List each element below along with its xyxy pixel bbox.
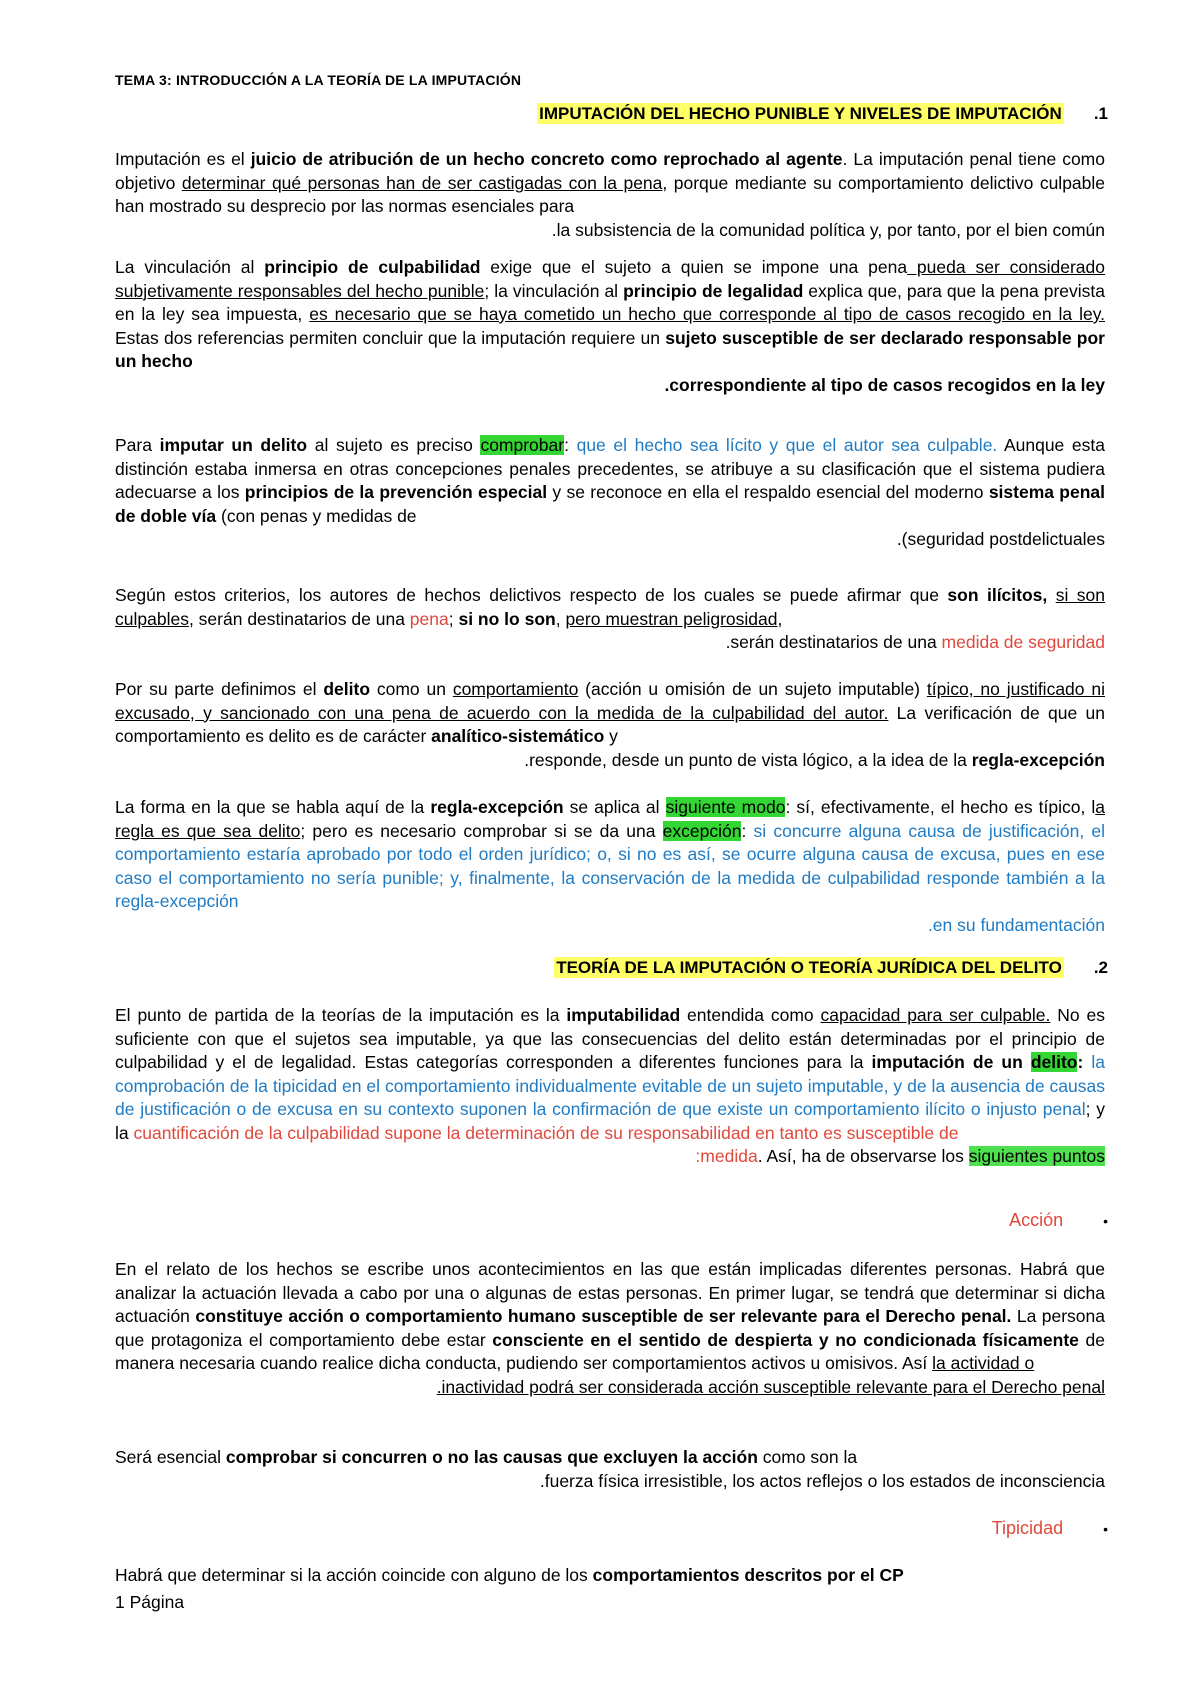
section-2-number: .2 xyxy=(1093,958,1108,977)
blue-text: que el hecho sea lícito y que el autor sea culpable. xyxy=(576,435,998,455)
paragraph-8-body xyxy=(115,1258,1105,1376)
text: Imputación es el xyxy=(115,149,251,169)
red-text: pena xyxy=(409,608,449,629)
text: Habrá que determinar si la acción coincide con alguno de los xyxy=(115,1565,593,1585)
paragraph-4 xyxy=(115,584,1105,655)
paragraph-9 xyxy=(115,1446,1105,1493)
blue-text: si concurre alguna causa de justificación, el comportamiento estaría aprobado por todo el orden jurídico; o, si no es así, se ocurre alguna causa de excusa, pues en ese caso el comportamiento no sería punible; y, finalmente, la conservación de la medida de culpabilidad responde también a la regla-excepción xyxy=(115,820,1105,911)
bullet-icon: • xyxy=(1103,1213,1108,1230)
bold-text: imputar un delito xyxy=(159,435,308,455)
underlined-text: la actividad o xyxy=(932,1353,1035,1373)
text: exige que el sujeto a quien se impone una pena xyxy=(480,257,908,277)
text: El punto de partida de la teorías de la imputación es la xyxy=(115,1005,567,1025)
text: ; la vinculación al xyxy=(484,280,624,301)
bold-text: principio de legalidad xyxy=(623,280,804,301)
bold-text: consciente en el sentido de despierta y no condicionada físicamente xyxy=(492,1329,1079,1350)
text: (con penas y medidas de xyxy=(216,505,417,526)
paragraph-5 xyxy=(115,678,1105,772)
text: La vinculación al xyxy=(115,257,265,277)
paragraph-10-body xyxy=(115,1564,1105,1588)
section-2-title: TEORÍA DE LA IMPUTACIÓN O TEORÍA JURÍDICA DEL DELITO xyxy=(556,958,1062,977)
red-text: :medida xyxy=(695,1146,758,1166)
text: : sí, efectivamente, el hecho es típico, l xyxy=(785,797,1096,817)
bold-text: analítico-sistemático xyxy=(431,726,605,746)
text xyxy=(1047,585,1055,605)
underlined-text: si son culpables xyxy=(115,585,1105,629)
bullet-label: Acción xyxy=(1009,1210,1064,1230)
text: No es suficiente con que el sujetos sea imputable, ya que las consecuencias del delito están determinadas por el principio de culpabilidad y el de legalidad. Estas categorías corresponden a diferentes funciones para la xyxy=(115,1005,1105,1072)
red-text: cuantificación de la culpabilidad supone la determinación de su responsabilidad en tanto es susceptible de xyxy=(133,1122,959,1143)
text: En el relato de los hechos se escribe unos acontecimientos en las que están implicadas diferentes personas. Habrá que analizar la actuación llevada a cabo por una o algunas de estas personas. En primer lugar, se tendrá que determinar si dicha actuación xyxy=(115,1259,1105,1326)
text: ; pero es necesario comprobar si se da una xyxy=(300,820,663,841)
underlined-text: a regla es que sea delito xyxy=(115,797,1105,841)
paragraph-9-last-line: .fuerza física irresistible, los actos reflejos o los estados de inconsciencia xyxy=(539,1470,1105,1491)
paragraph-6-body xyxy=(115,796,1105,914)
underlined-text: es necesario que se haya cometido un hecho que corresponde al tipo de casos recogido en la ley. xyxy=(309,304,1106,324)
bold-text: comprobar si concurren o no las causas que excluyen la acción xyxy=(225,1447,758,1467)
text: Por su parte definimos el xyxy=(115,679,324,699)
underlined-text: típico, no justificado ni excusado, y sancionado con una pena de acuerdo con la medida de la culpabilidad del autor. xyxy=(115,679,1105,723)
highlighted-text: excepción xyxy=(662,820,742,841)
text: y se reconoce en ella el respaldo esencial del moderno xyxy=(547,482,989,502)
paragraph-6-last-line: .en su fundamentación xyxy=(927,914,1105,935)
text: . Así, ha de observarse los xyxy=(757,1146,969,1166)
text: de manera necesaria cuando realice dicha conducta, pudiendo ser comportamientos activos u omisivos. Así xyxy=(115,1329,1106,1373)
paragraph-2 xyxy=(115,256,1105,397)
text: . La imputación penal tiene como objetivo xyxy=(115,149,1105,193)
paragraph-1-last-line: .la subsistencia de la comunidad política y, por tanto, por el bien común xyxy=(551,219,1105,240)
text: La persona que protagoniza el comportamiento debe estar xyxy=(115,1306,1105,1350)
paragraph-7-body xyxy=(115,1004,1105,1145)
bold-text: principio de culpabilidad xyxy=(264,257,481,277)
text: como un xyxy=(370,679,453,699)
text: Según estos criterios, los autores de hechos delictivos respecto de los cuales se puede afirmar que xyxy=(115,585,948,605)
text: explica que, para que la pena prevista en la ley sea impuesta, xyxy=(115,280,1105,324)
paragraph-3 xyxy=(115,434,1105,552)
paragraph-8-last-line: .inactividad podrá ser considerada acción susceptible relevante para el Derecho penal xyxy=(436,1376,1105,1397)
section-1-title: IMPUTACIÓN DEL HECHO PUNIBLE Y NIVELES DE IMPUTACIÓN xyxy=(539,104,1062,123)
text: .serán destinatarios de una xyxy=(725,632,942,652)
bold-text: regla-excepción xyxy=(971,749,1105,770)
text: , porque mediante su comportamiento delictivo culpable han mostrado su desprecio por las normas esenciales para xyxy=(115,172,1106,216)
bold-text: regla-excepción xyxy=(430,797,564,817)
section-1-number: .1 xyxy=(1093,104,1108,123)
text: : xyxy=(741,820,754,841)
underlined-text: pueda ser considerado subjetivamente responsables del hecho punible xyxy=(115,257,1105,301)
paragraph-5-body xyxy=(115,678,1105,749)
bold-text: juicio de atribución de un hecho concreto como reprochado al agente xyxy=(250,149,843,169)
bullet-tipicidad xyxy=(992,1518,1108,1539)
paragraph-3-last-line: .(seguridad postdelictuales xyxy=(896,529,1105,549)
paragraph-4-body xyxy=(115,584,1105,631)
text: y xyxy=(604,726,618,746)
page-footer: 1 Página xyxy=(115,1592,185,1612)
bullet-icon: • xyxy=(1103,1521,1108,1538)
paragraph-10 xyxy=(115,1564,1105,1588)
text: , xyxy=(555,608,566,629)
underlined-text: determinar qué personas han de ser castigadas con la pena xyxy=(181,172,663,193)
paragraph-5-last-line xyxy=(115,749,1105,773)
bold-text: : xyxy=(1077,1052,1084,1072)
text: Para xyxy=(115,435,160,455)
paragraph-8 xyxy=(115,1258,1105,1399)
bold-text: sujeto susceptible de ser declarado responsable por un hecho xyxy=(115,327,1105,371)
bullet-label: Tipicidad xyxy=(991,1518,1064,1538)
bold-text: sistema penal de doble vía xyxy=(115,482,1106,526)
highlighted-text: siguiente modo xyxy=(665,797,786,817)
text: como son la xyxy=(757,1447,858,1467)
text: se aplica al xyxy=(563,797,666,817)
underlined-text: capacidad para ser culpable. xyxy=(820,1005,1051,1025)
paragraph-6 xyxy=(115,796,1105,937)
document-title: TEMA 3: INTRODUCCIÓN A LA TEORÍA DE LA IMPUTACIÓN xyxy=(115,72,522,88)
text: : xyxy=(564,435,577,455)
paragraph-1-body xyxy=(115,148,1105,219)
paragraph-7-last-line xyxy=(115,1145,1105,1169)
text: al sujeto es preciso xyxy=(307,435,481,455)
paragraph-2-last-line: .correspondiente al tipo de casos recogidos en la ley xyxy=(664,374,1105,395)
highlighted-text: siguientes puntos xyxy=(968,1146,1105,1166)
paragraph-2-body xyxy=(115,256,1105,374)
bold-text: imputación de un xyxy=(871,1052,1031,1072)
bold-text: principios de la prevención especial xyxy=(244,482,548,502)
red-text: medida de seguridad xyxy=(941,632,1105,652)
paragraph-9-body xyxy=(115,1446,1105,1470)
underlined-text: pero muestran peligrosidad, xyxy=(565,608,783,629)
text: entendida como xyxy=(680,1005,821,1025)
bold-text: constituye acción o comportamiento humano susceptible de ser relevante para el Derecho penal. xyxy=(195,1306,1012,1326)
text: Será esencial xyxy=(115,1447,226,1467)
text: .responde, desde un punto de vista lógico, a la idea de la xyxy=(524,749,972,770)
text: ; xyxy=(448,608,459,629)
bold-text: si no lo son xyxy=(458,608,556,629)
blue-text: la comprobación de la tipicidad en el comportamiento individualmente evitable de un sujeto imputable, y de la ausencia de causas de justificación o de excusa en su contexto suponen la confirmación de que existe un comportamiento ilícito o injusto penal xyxy=(115,1052,1105,1119)
bold-text: son ilícitos, xyxy=(947,585,1048,605)
text: Aunque esta distinción estaba inmersa en otras concepciones penales precedentes, se atribuye a su clasificación que el sistema pudiera adecuarse a los xyxy=(115,435,1105,502)
paragraph-1 xyxy=(115,148,1105,242)
section-2-heading xyxy=(108,958,1108,978)
text: ; y la xyxy=(115,1099,1105,1143)
text: , serán destinatarios de una xyxy=(188,608,410,629)
section-1-heading xyxy=(108,104,1108,124)
bold-text: comportamientos descritos por el CP xyxy=(592,1565,904,1585)
text: (acción u omisión de un sujeto imputable) xyxy=(578,679,927,699)
highlighted-text: delito xyxy=(1030,1052,1078,1072)
underlined-text: comportamiento xyxy=(452,679,579,699)
bold-text: imputabilidad xyxy=(566,1005,681,1025)
text: La verificación de que un comportamiento es delito es de carácter xyxy=(115,702,1105,746)
text: La forma en la que se habla aquí de la xyxy=(115,797,431,817)
text: Estas dos referencias permiten concluir que la imputación requiere un xyxy=(115,327,666,348)
bullet-accion xyxy=(1009,1210,1108,1231)
paragraph-7 xyxy=(115,1004,1105,1169)
bold-text: delito xyxy=(323,679,371,699)
paragraph-4-last-line xyxy=(115,631,1105,655)
paragraph-3-body xyxy=(115,434,1105,528)
highlighted-text: comprobar xyxy=(480,435,565,455)
